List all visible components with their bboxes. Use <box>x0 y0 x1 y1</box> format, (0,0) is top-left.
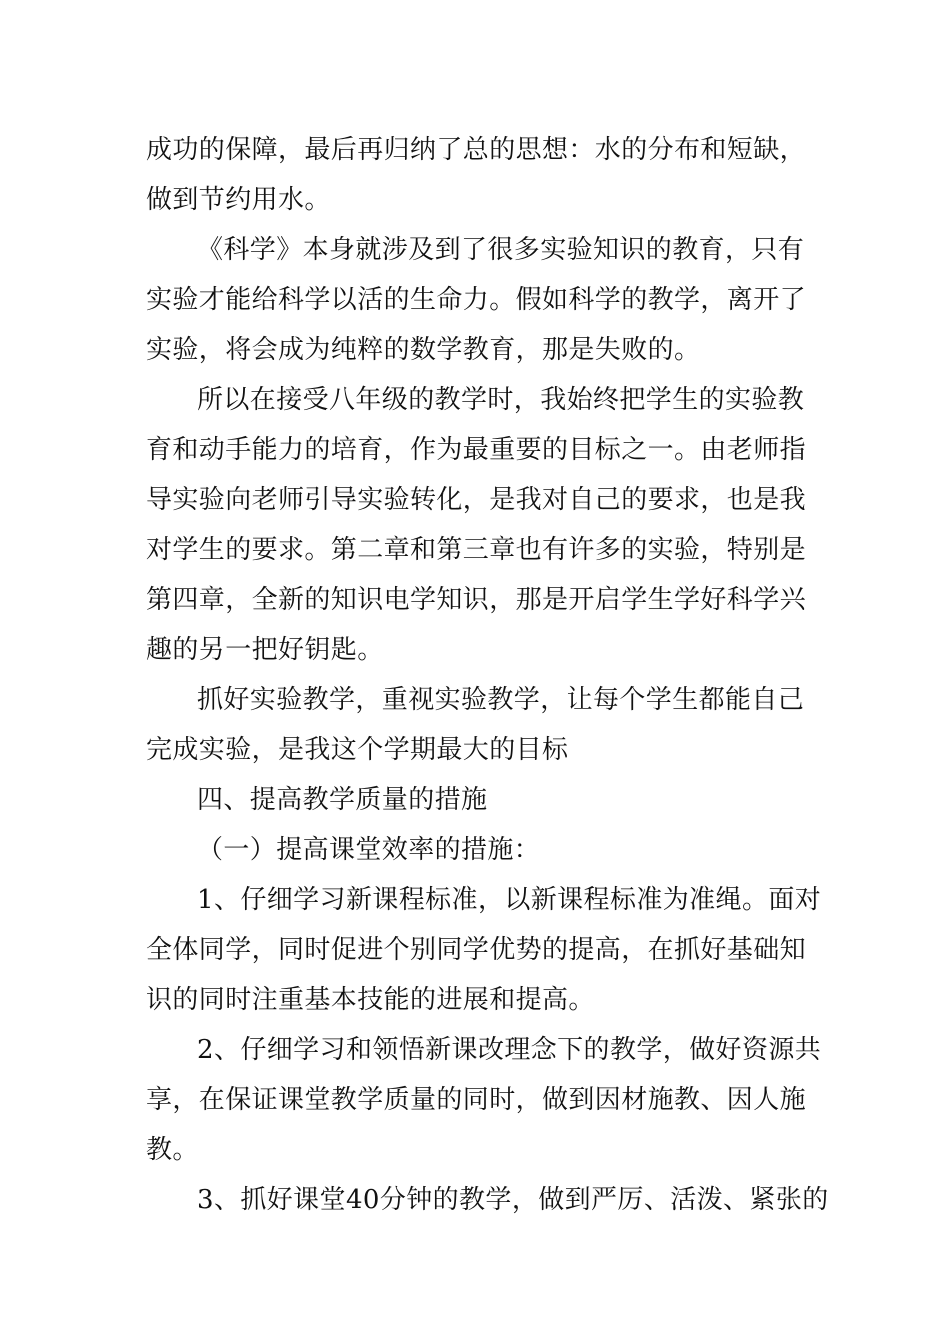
subsection-heading: （一）提高课堂效率的措施： <box>197 835 541 865</box>
text-line: 成功的保障，最后再归纳了总的思想：水的分布和短缺， <box>146 135 807 165</box>
text-line: 2、仔细学习和领悟新课改理念下的教学，做好资源共 <box>197 1035 822 1065</box>
text-line: 实验，将会成为纯粹的数学教育，那是失败的。 <box>146 335 701 365</box>
text-line: 完成实验，是我这个学期最大的目标 <box>146 735 569 765</box>
text-line: 识的同时注重基本技能的进展和提高。 <box>146 985 595 1015</box>
text-line: 《科学》本身就涉及到了很多实验知识的教育，只有 <box>197 235 805 265</box>
text-line: 实验才能给科学以活的生命力。假如科学的教学，离开了 <box>146 285 807 315</box>
text-line: 全体同学，同时促进个别同学优势的提高，在抓好基础知 <box>146 935 807 965</box>
text-line: 第四章，全新的知识电学知识，那是开启学生学好科学兴 <box>146 585 807 615</box>
text-line: 导实验向老师引导实验转化，是我对自己的要求，也是我 <box>146 485 807 515</box>
text-line: 育和动手能力的培育，作为最重要的目标之一。由老师指 <box>146 435 807 465</box>
text-line: 抓好实验教学，重视实验教学，让每个学生都能自己 <box>197 685 805 715</box>
text-line: 教。 <box>146 1135 199 1165</box>
text-line: 享，在保证课堂教学质量的同时，做到因材施教、因人施 <box>146 1085 807 1115</box>
text-line: 1、仔细学习新课程标准，以新课程标准为准绳。面对 <box>197 885 822 915</box>
text-line: 对学生的要求。第二章和第三章也有许多的实验，特别是 <box>146 535 807 565</box>
text-line: 3、抓好课堂40分钟的教学，做到严厉、活泼、紧张的 <box>197 1185 829 1215</box>
text-line: 趣的另一把好钥匙。 <box>146 635 384 665</box>
text-line: 做到节约用水。 <box>146 185 331 215</box>
section-heading: 四、提高教学质量的措施 <box>197 785 488 815</box>
text-line: 所以在接受八年级的教学时，我始终把学生的实验教 <box>197 385 805 415</box>
